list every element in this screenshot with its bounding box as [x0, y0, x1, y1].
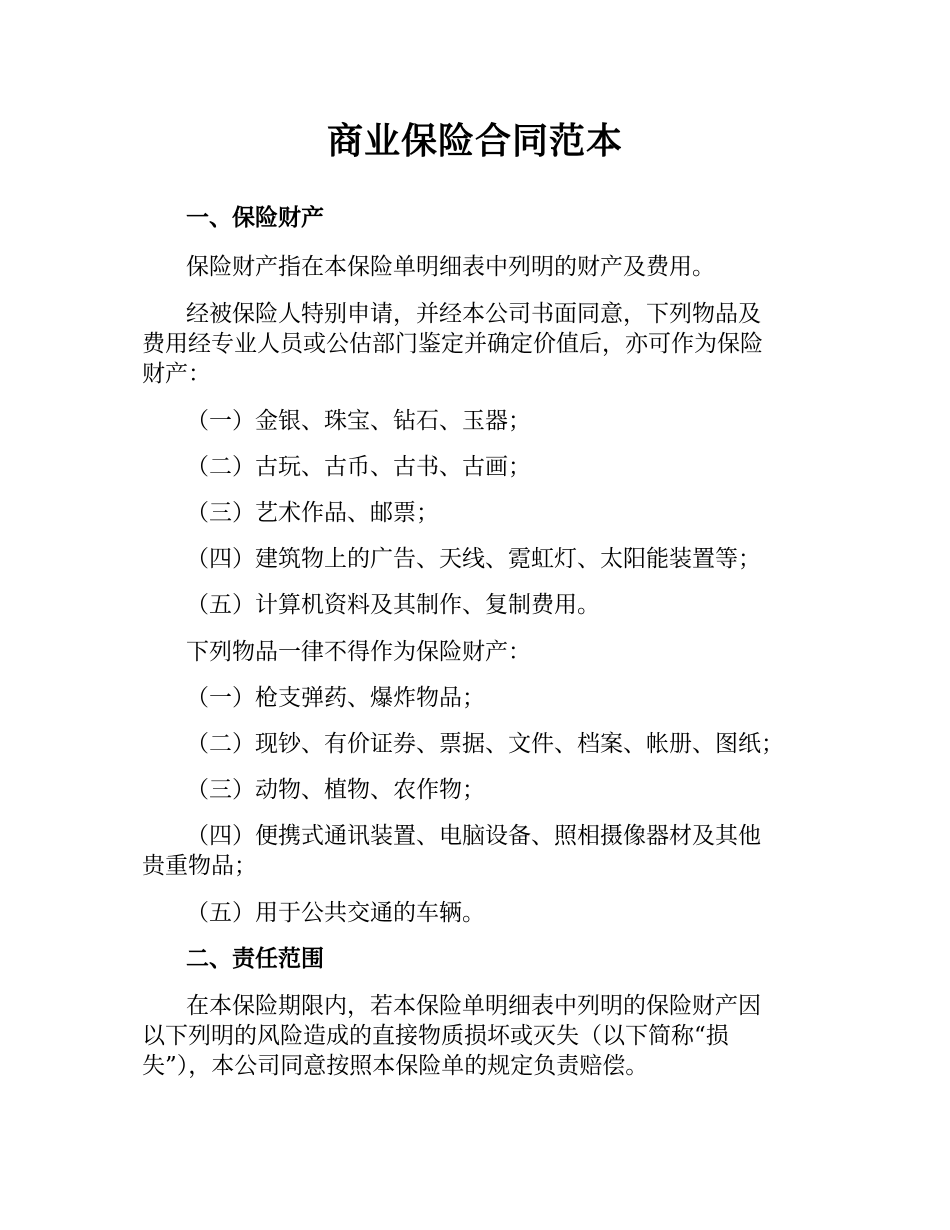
- excluded-item-1: （一）枪支弹药、爆炸物品；: [186, 685, 485, 711]
- liability-paragraph-line-3: 失”），本公司同意按照本保险单的规定负责赔偿。: [142, 1053, 649, 1079]
- insurable-item-1: （一）金银、珠宝、钻石、玉器；: [186, 408, 531, 434]
- liability-paragraph-line-2: 以下列明的风险造成的直接物质损坏或灭失（以下简称“损: [142, 1023, 729, 1049]
- insurable-item-3: （三）艺术作品、邮票；: [186, 500, 439, 526]
- excluded-item-5: （五）用于公共交通的车辆。: [186, 900, 485, 926]
- section-heading-liability-scope: 二、责任范围: [186, 946, 324, 972]
- excluded-item-3: （三）动物、植物、农作物；: [186, 777, 485, 803]
- insurable-item-2: （二）古玩、古币、古书、古画；: [186, 454, 531, 480]
- excluded-item-4-line-1: （四）便携式通讯装置、电脑设备、照相摄像器材及其他: [186, 823, 761, 849]
- document-title: 商业保险合同范本: [326, 121, 623, 162]
- excluded-intro: 下列物品一律不得作为保险财产：: [186, 639, 531, 665]
- insurable-item-4: （四）建筑物上的广告、天线、霓虹灯、太阳能装置等；: [186, 546, 761, 572]
- section-heading-insured-property: 一、保险财产: [186, 205, 324, 231]
- liability-paragraph-line-1: 在本保险期限内，若本保险单明细表中列明的保险财产因: [186, 993, 761, 1019]
- paragraph-special-request-line-1: 经被保险人特别申请，并经本公司书面同意，下列物品及: [186, 301, 761, 327]
- paragraph-definition: 保险财产指在本保险单明细表中列明的财产及费用。: [186, 254, 715, 280]
- excluded-item-2: （二）现钞、有价证券、票据、文件、档案、帐册、图纸；: [186, 731, 784, 757]
- insurable-item-5: （五）计算机资料及其制作、复制费用。: [186, 592, 600, 618]
- paragraph-special-request-line-3: 财产：: [142, 361, 211, 387]
- paragraph-special-request-line-2: 费用经专业人员或公估部门鉴定并确定价值后，亦可作为保险: [142, 331, 763, 357]
- excluded-item-4-line-2: 贵重物品；: [142, 853, 257, 879]
